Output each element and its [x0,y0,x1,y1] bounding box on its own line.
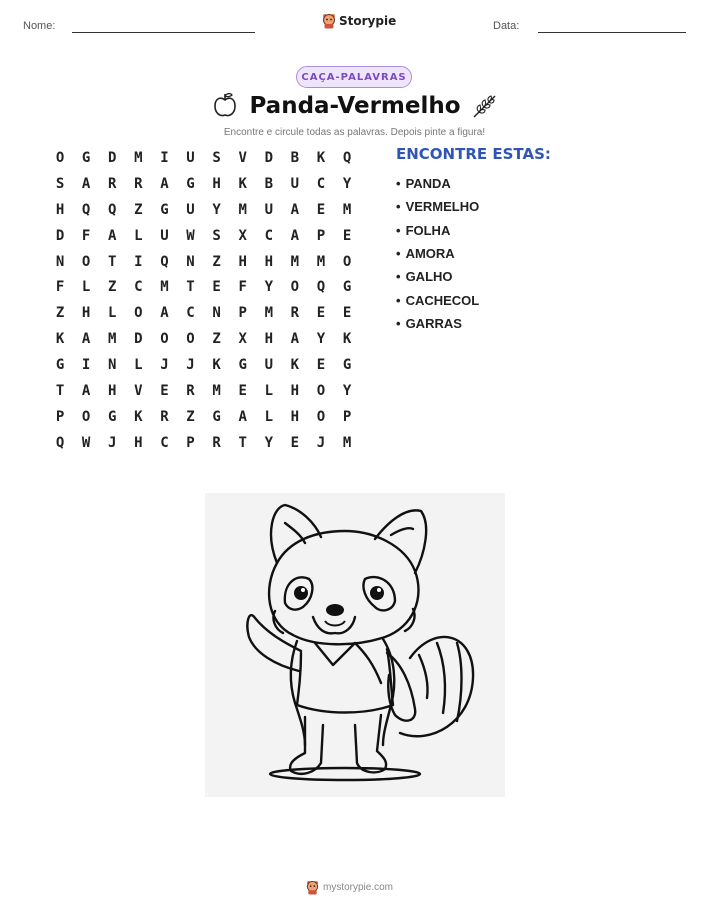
grid-cell[interactable]: Y [264,279,274,296]
grid-cell[interactable]: Z [186,408,195,425]
grid-cell[interactable]: E [342,305,352,322]
grid-cell[interactable]: Q [55,434,65,451]
footer-url: mystorypie.com [323,882,394,893]
grid-cell[interactable]: D [108,149,117,166]
grid-cell[interactable]: X [238,331,247,348]
grid-cell[interactable]: Z [55,305,65,322]
grid-cell[interactable]: H [81,305,91,322]
grid-cell[interactable]: K [55,331,65,348]
grid-cell[interactable]: A [81,382,91,399]
word-search-grid[interactable] [47,145,360,456]
grid-cell[interactable]: O [316,408,326,425]
grid-cell[interactable]: J [108,434,117,451]
grid-cell[interactable]: X [238,227,247,244]
date-label: Data: [493,20,520,32]
grid-cell[interactable]: L [264,408,274,425]
word-item: • PANDA [396,172,479,195]
grid-cell[interactable]: M [290,253,300,270]
grid-cell[interactable]: Q [108,201,117,218]
grid-cell[interactable]: G [108,408,117,425]
word-item: • VERMELHO [396,195,479,218]
grid-cell[interactable]: O [134,305,143,322]
grid-cell[interactable]: N [186,253,195,270]
grid-cell[interactable]: Z [212,253,221,270]
grid-cell[interactable]: K [290,357,300,374]
grid-cell[interactable]: K [212,357,221,374]
grid-cell[interactable]: O [160,331,169,348]
grid-cell[interactable]: G [212,408,221,425]
grid-cell[interactable]: U [186,149,195,166]
grid-cell[interactable]: G [342,357,352,374]
grid-cell[interactable]: G [342,279,352,296]
grid-cell[interactable]: E [212,279,221,296]
grid-cell[interactable]: V [238,149,247,166]
grid-cell[interactable]: P [55,408,65,425]
grid-cell[interactable]: S [212,149,221,166]
grid-cell[interactable]: G [238,357,247,374]
name-field-line[interactable] [72,32,255,33]
grid-cell[interactable]: H [55,201,65,218]
grid-cell[interactable]: R [108,175,117,192]
grid-cell[interactable]: T [108,253,117,270]
grid-cell[interactable]: M [134,149,143,166]
grid-cell[interactable]: E [342,227,352,244]
grid-cell[interactable]: Q [316,279,326,296]
grid-cell[interactable]: H [264,253,274,270]
red-panda-illustration [205,493,505,797]
grid-cell[interactable]: U [186,201,195,218]
grid-cell[interactable]: K [238,175,247,192]
grid-cell[interactable]: L [108,305,117,322]
grid-cell[interactable]: M [316,253,326,270]
word-item: • GALHO [396,265,479,288]
grid-cell[interactable]: R [134,175,143,192]
grid-cell[interactable]: J [316,434,326,451]
grid-cell[interactable]: O [342,253,352,270]
grid-cell[interactable]: Q [160,253,169,270]
grid-cell[interactable]: K [134,408,143,425]
grid-cell[interactable]: Z [134,201,143,218]
grid-cell[interactable]: H [108,382,117,399]
name-label: Nome: [23,20,56,32]
grid-cell[interactable]: Q [81,201,91,218]
grid-cell[interactable]: U [290,175,300,192]
grid-cell[interactable]: J [160,357,169,374]
grid-cell[interactable]: F [55,279,65,296]
grid-cell[interactable]: A [81,331,91,348]
grid-cell[interactable]: R [160,408,169,425]
brand-name: Storypie [339,14,397,28]
grid-cell[interactable]: C [316,175,326,192]
grid-cell[interactable]: I [81,357,91,374]
grid-cell[interactable]: C [160,434,169,451]
grid-cell[interactable]: A [290,201,300,218]
grid-cell[interactable]: J [186,357,195,374]
grid-cell[interactable]: H [134,434,143,451]
grid-cell[interactable]: K [342,331,352,348]
grid-cell[interactable]: E [316,201,326,218]
grid-cell[interactable]: Z [108,279,117,296]
word-item: • GARRAS [396,312,479,335]
grid-cell[interactable]: Y [316,331,326,348]
grid-cell[interactable]: E [238,382,247,399]
grid-cell[interactable]: R [212,434,221,451]
grid-cell[interactable]: D [264,149,274,166]
grid-cell[interactable]: N [108,357,117,374]
leaf-icon [471,93,499,119]
grid-cell[interactable]: C [186,305,195,322]
grid-cell[interactable]: M [342,434,352,451]
grid-cell[interactable]: E [316,357,326,374]
grid-cell[interactable]: M [264,305,274,322]
grid-cell[interactable]: G [55,357,65,374]
grid-cell[interactable]: A [290,227,300,244]
coloring-picture[interactable] [205,493,505,797]
grid-cell[interactable]: H [264,331,274,348]
grid-cell[interactable]: H [212,175,221,192]
grid-cell[interactable]: U [264,201,274,218]
grid-cell[interactable]: L [264,382,274,399]
grid-cell[interactable]: N [55,253,65,270]
word-item: • FOLHA [396,219,479,242]
words-heading: ENCONTRE ESTAS: [396,145,551,163]
grid-cell[interactable]: G [81,149,91,166]
grid-cell[interactable]: G [186,175,195,192]
grid-cell[interactable]: Y [212,201,221,218]
word-list [396,172,479,335]
storypie-logo-icon [322,13,336,29]
grid-cell[interactable]: L [134,227,143,244]
grid-cell[interactable]: U [264,357,274,374]
grid-cell[interactable]: U [160,227,169,244]
grid-cell[interactable]: C [264,227,274,244]
grid-cell[interactable]: A [160,175,169,192]
grid-cell[interactable]: M [238,201,247,218]
grid-cell[interactable]: A [290,331,300,348]
grid-cell[interactable]: M [212,382,221,399]
grid-cell[interactable]: Y [342,382,352,399]
grid-cell[interactable]: D [55,227,65,244]
footer[interactable] [306,880,393,895]
grid-cell[interactable]: N [212,305,221,322]
grid-cell[interactable]: K [316,149,326,166]
page-title: Panda-Vermelho [249,93,461,119]
grid-cell[interactable]: O [290,279,300,296]
grid-cell[interactable]: H [238,253,247,270]
grid-cell[interactable]: O [55,149,65,166]
grid-cell[interactable]: L [134,357,143,374]
grid-cell[interactable]: C [134,279,143,296]
grid-cell[interactable]: I [134,253,143,270]
grid-cell[interactable]: B [290,149,300,166]
brand-logo[interactable] [322,13,396,29]
grid-cell[interactable]: Y [342,175,352,192]
grid-cell[interactable]: H [290,408,300,425]
grid-cell[interactable]: A [238,408,247,425]
date-field-line[interactable] [538,32,686,33]
grid-cell[interactable]: I [160,149,169,166]
grid-cell[interactable]: R [186,382,195,399]
grid-cell[interactable]: P [186,434,195,451]
grid-cell[interactable]: Y [264,434,274,451]
storypie-logo-icon [306,880,319,895]
word-item: • CACHECOL [396,288,479,311]
grid-cell[interactable]: B [264,175,274,192]
grid-cell[interactable]: O [186,331,195,348]
grid-cell[interactable]: R [290,305,300,322]
grid-cell[interactable]: V [134,382,143,399]
grid-cell[interactable]: E [290,434,300,451]
grid-cell[interactable]: Q [342,149,352,166]
grid-cell[interactable]: A [81,175,91,192]
grid-cell[interactable]: P [342,408,352,425]
grid-cell[interactable]: O [316,382,326,399]
grid-cell[interactable]: Z [212,331,221,348]
grid-cell[interactable]: S [212,227,221,244]
grid-cell[interactable]: P [316,227,326,244]
grid-cell[interactable]: T [238,434,247,451]
grid-cell[interactable]: E [160,382,169,399]
grid-cell[interactable]: E [316,305,326,322]
grid-cell[interactable]: H [290,382,300,399]
grid-cell[interactable]: W [186,227,195,244]
grid-cell[interactable]: L [81,279,91,296]
grid-cell[interactable]: M [160,279,169,296]
grid-cell[interactable]: O [81,408,91,425]
grid-cell[interactable]: S [55,175,65,192]
grid-cell[interactable]: A [160,305,169,322]
grid-cell[interactable]: T [186,279,195,296]
category-badge: CAÇA-PALAVRAS [296,66,412,88]
grid-cell[interactable]: D [134,331,143,348]
grid-cell[interactable]: F [81,227,91,244]
word-item: • AMORA [396,242,479,265]
grid-cell[interactable]: G [160,201,169,218]
grid-cell[interactable]: T [55,382,65,399]
apple-icon [213,92,237,118]
grid-cell[interactable]: M [108,331,117,348]
grid-cell[interactable]: P [238,305,247,322]
grid-cell[interactable]: F [238,279,247,296]
grid-cell[interactable]: O [81,253,91,270]
grid-cell[interactable]: W [81,434,91,451]
grid-cell[interactable]: A [108,227,117,244]
instructions: Encontre e circule todas as palavras. Depois pinte a figura! [223,127,486,138]
grid-cell[interactable]: M [342,201,352,218]
